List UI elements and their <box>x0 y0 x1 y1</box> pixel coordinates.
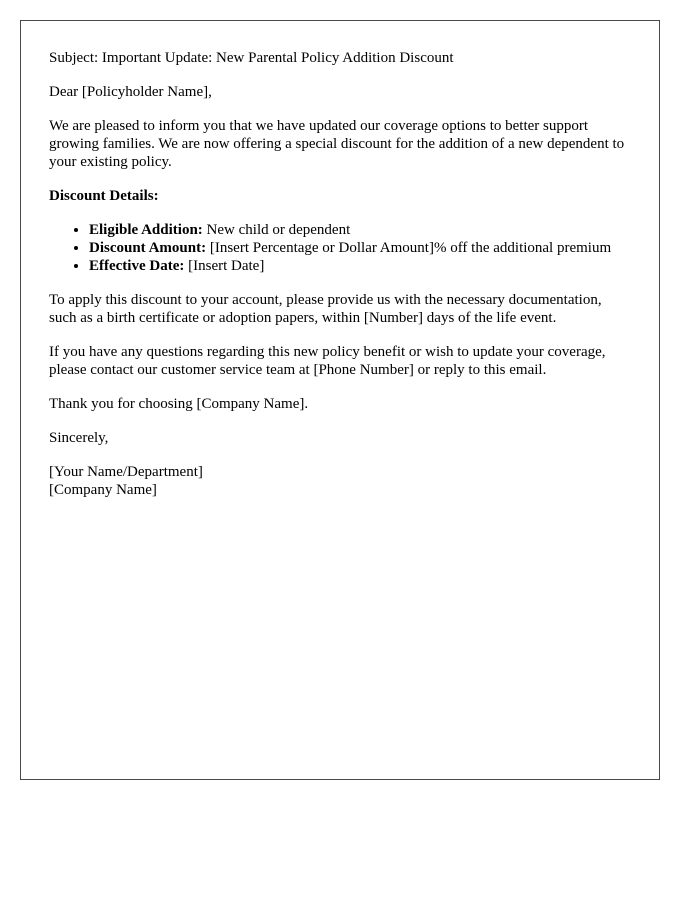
subject-line: Subject: Important Update: New Parental Policy Addition Discount <box>49 50 454 66</box>
detail-value: [Insert Percentage or Dollar Amount]% off the additional premium <box>209 240 612 256</box>
thanks-line: Thank you for choosing [Company Name]. <box>49 396 309 412</box>
discount-details-list <box>49 221 631 275</box>
list-item-effective-date <box>89 257 631 275</box>
letter-body <box>20 20 660 780</box>
discount-details-heading: Discount Details: <box>49 188 159 204</box>
greeting: Dear [Policyholder Name], <box>49 84 212 100</box>
detail-label: Discount Amount: <box>89 240 207 256</box>
list-item-eligible-addition <box>89 221 631 239</box>
intro-paragraph: We are pleased to inform you that we have updated our coverage options to better support growing families. We are now offering a special discount for the addition of a new dependent to your existing policy. <box>49 118 625 170</box>
closing-line: Sincerely, <box>49 430 109 446</box>
signature-company: [Company Name] <box>49 482 157 498</box>
signature-name: [Your Name/Department] <box>49 464 203 480</box>
detail-value: New child or dependent <box>206 222 351 238</box>
detail-label: Eligible Addition: <box>89 222 203 238</box>
list-item-discount-amount <box>89 239 631 257</box>
apply-paragraph: To apply this discount to your account, please provide us with the necessary documentation, such as a birth certificate or adoption papers, within [Number] days of the life event. <box>49 292 602 326</box>
detail-value: [Insert Date] <box>188 258 265 274</box>
questions-paragraph: If you have any questions regarding this new policy benefit or wish to update your coverage, please contact our customer service team at [Phone Number] or reply to this email. <box>49 344 606 378</box>
detail-label: Effective Date: <box>89 258 185 274</box>
